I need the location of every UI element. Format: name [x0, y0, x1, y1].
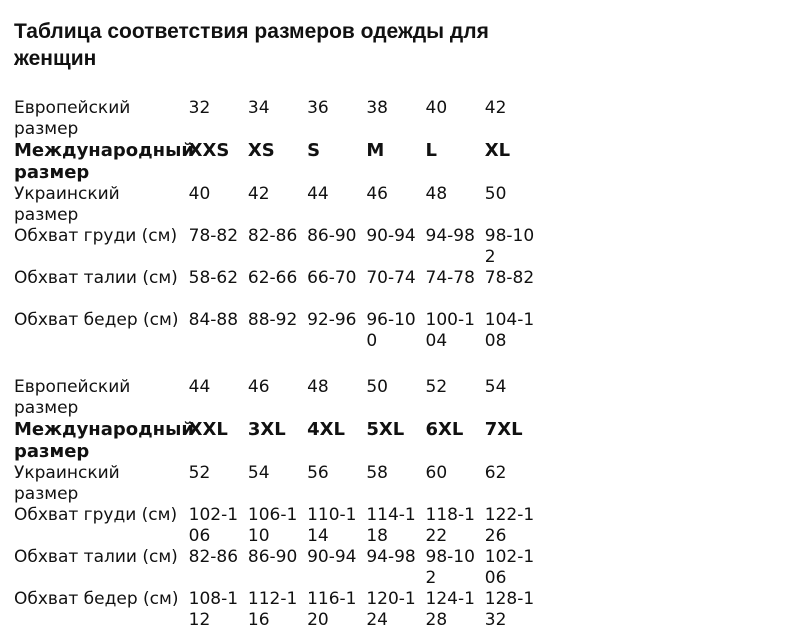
table-cell: 90-94	[307, 547, 357, 567]
row-label: Международный размер	[14, 419, 194, 462]
row-label: Обхват груди (см)	[14, 226, 178, 246]
table-cell: 42	[484, 98, 507, 118]
table-cell: 88-92	[247, 310, 298, 330]
table-cell: 106-110	[247, 505, 298, 546]
table-cell: 84-88	[188, 310, 239, 330]
table-cell: 86-90	[247, 547, 298, 567]
table-cell: 78-82	[484, 268, 535, 288]
table-cell: L	[425, 140, 438, 161]
size-table-1	[14, 98, 544, 352]
table-cell: XL	[484, 140, 511, 161]
table-cell: 94-98	[366, 547, 416, 567]
table-cell: 44	[307, 184, 329, 204]
table-cell: 36	[307, 98, 329, 118]
table-cell: 112-116	[247, 589, 298, 630]
table-cell: 124-128	[425, 589, 475, 630]
table-cell: 34	[247, 98, 270, 118]
row-international-size	[14, 140, 544, 184]
table-cell: 114-118	[366, 505, 416, 546]
table-cell: 100-104	[425, 310, 475, 351]
table-cell: 58	[366, 463, 388, 483]
table-cell: 48	[425, 184, 448, 204]
table-cell: 78-82	[188, 226, 239, 246]
row-chest	[14, 505, 544, 547]
row-label: Международный размер	[14, 140, 194, 183]
table-cell: 122-126	[484, 505, 535, 546]
table-cell: 116-120	[307, 589, 357, 630]
table-cell: 46	[366, 184, 388, 204]
table-cell: 70-74	[366, 268, 416, 288]
table-cell: 90-94	[366, 226, 416, 246]
page-title: Таблица соответствия размеров одежды для женщин	[14, 20, 489, 70]
table-cell: 48	[307, 377, 329, 397]
row-ukrainian-size	[14, 184, 544, 226]
table-cell: 44	[188, 377, 211, 397]
row-european-size	[14, 98, 544, 140]
table-cell: 96-100	[366, 310, 416, 351]
table-cell: 40	[425, 98, 448, 118]
table-cell: 52	[188, 463, 211, 483]
table-cell: 5XL	[366, 419, 405, 440]
row-waist	[14, 268, 544, 310]
table-cell: 108-112	[188, 589, 239, 630]
table-cell: 82-86	[247, 226, 298, 246]
table-cell: 52	[425, 377, 448, 397]
table-cell: 120-124	[366, 589, 416, 630]
row-chest	[14, 226, 544, 268]
table-cell: M	[366, 140, 385, 161]
row-waist	[14, 547, 544, 589]
table-cell: 92-96	[307, 310, 357, 330]
table-cell: 98-102	[484, 226, 535, 267]
row-label: Европейский размер	[14, 377, 131, 418]
row-hips	[14, 310, 544, 352]
row-international-size	[14, 419, 544, 463]
table-cell: 104-108	[484, 310, 535, 351]
table-cell: XXL	[188, 419, 228, 440]
table-cell: 54	[247, 463, 270, 483]
table-cell: 38	[366, 98, 388, 118]
table-cell: 60	[425, 463, 448, 483]
table-cell: 102-106	[188, 505, 239, 546]
table-cell: 128-132	[484, 589, 535, 630]
table-cell: 7XL	[484, 419, 523, 440]
table-cell: 50	[366, 377, 388, 397]
table-cell: XXS	[188, 140, 230, 161]
table-cell: 118-122	[425, 505, 475, 546]
table-cell: 74-78	[425, 268, 475, 288]
table-cell: 94-98	[425, 226, 475, 246]
table-cell: 50	[484, 184, 507, 204]
table-cell: 82-86	[188, 547, 239, 567]
table-cell: 98-102	[425, 547, 475, 588]
table-cell: 102-106	[484, 547, 535, 588]
row-label: Обхват талии (см)	[14, 268, 178, 288]
table-cell: 62	[484, 463, 507, 483]
table-cell: 56	[307, 463, 329, 483]
table-cell: S	[307, 140, 321, 161]
table-cell: 6XL	[425, 419, 464, 440]
row-ukrainian-size	[14, 463, 544, 505]
table-cell: 42	[247, 184, 270, 204]
table-cell: 86-90	[307, 226, 357, 246]
table-cell: XS	[247, 140, 275, 161]
row-label: Обхват талии (см)	[14, 547, 178, 567]
row-hips	[14, 589, 544, 631]
table-cell: 110-114	[307, 505, 357, 546]
row-label: Европейский размер	[14, 98, 131, 139]
table-cell: 32	[188, 98, 211, 118]
table-cell: 58-62	[188, 268, 239, 288]
table-cell: 3XL	[247, 419, 286, 440]
table-cell: 54	[484, 377, 507, 397]
size-table-2	[14, 377, 544, 631]
row-label: Обхват бедер (см)	[14, 589, 179, 609]
row-label: Украинский размер	[14, 184, 120, 225]
table-cell: 62-66	[247, 268, 298, 288]
table-cell: 46	[247, 377, 270, 397]
row-label: Обхват груди (см)	[14, 505, 178, 525]
row-european-size	[14, 377, 544, 419]
row-label: Украинский размер	[14, 463, 120, 504]
table-cell: 66-70	[307, 268, 357, 288]
table-cell: 40	[188, 184, 211, 204]
row-label: Обхват бедер (см)	[14, 310, 179, 330]
table-cell: 4XL	[307, 419, 345, 440]
